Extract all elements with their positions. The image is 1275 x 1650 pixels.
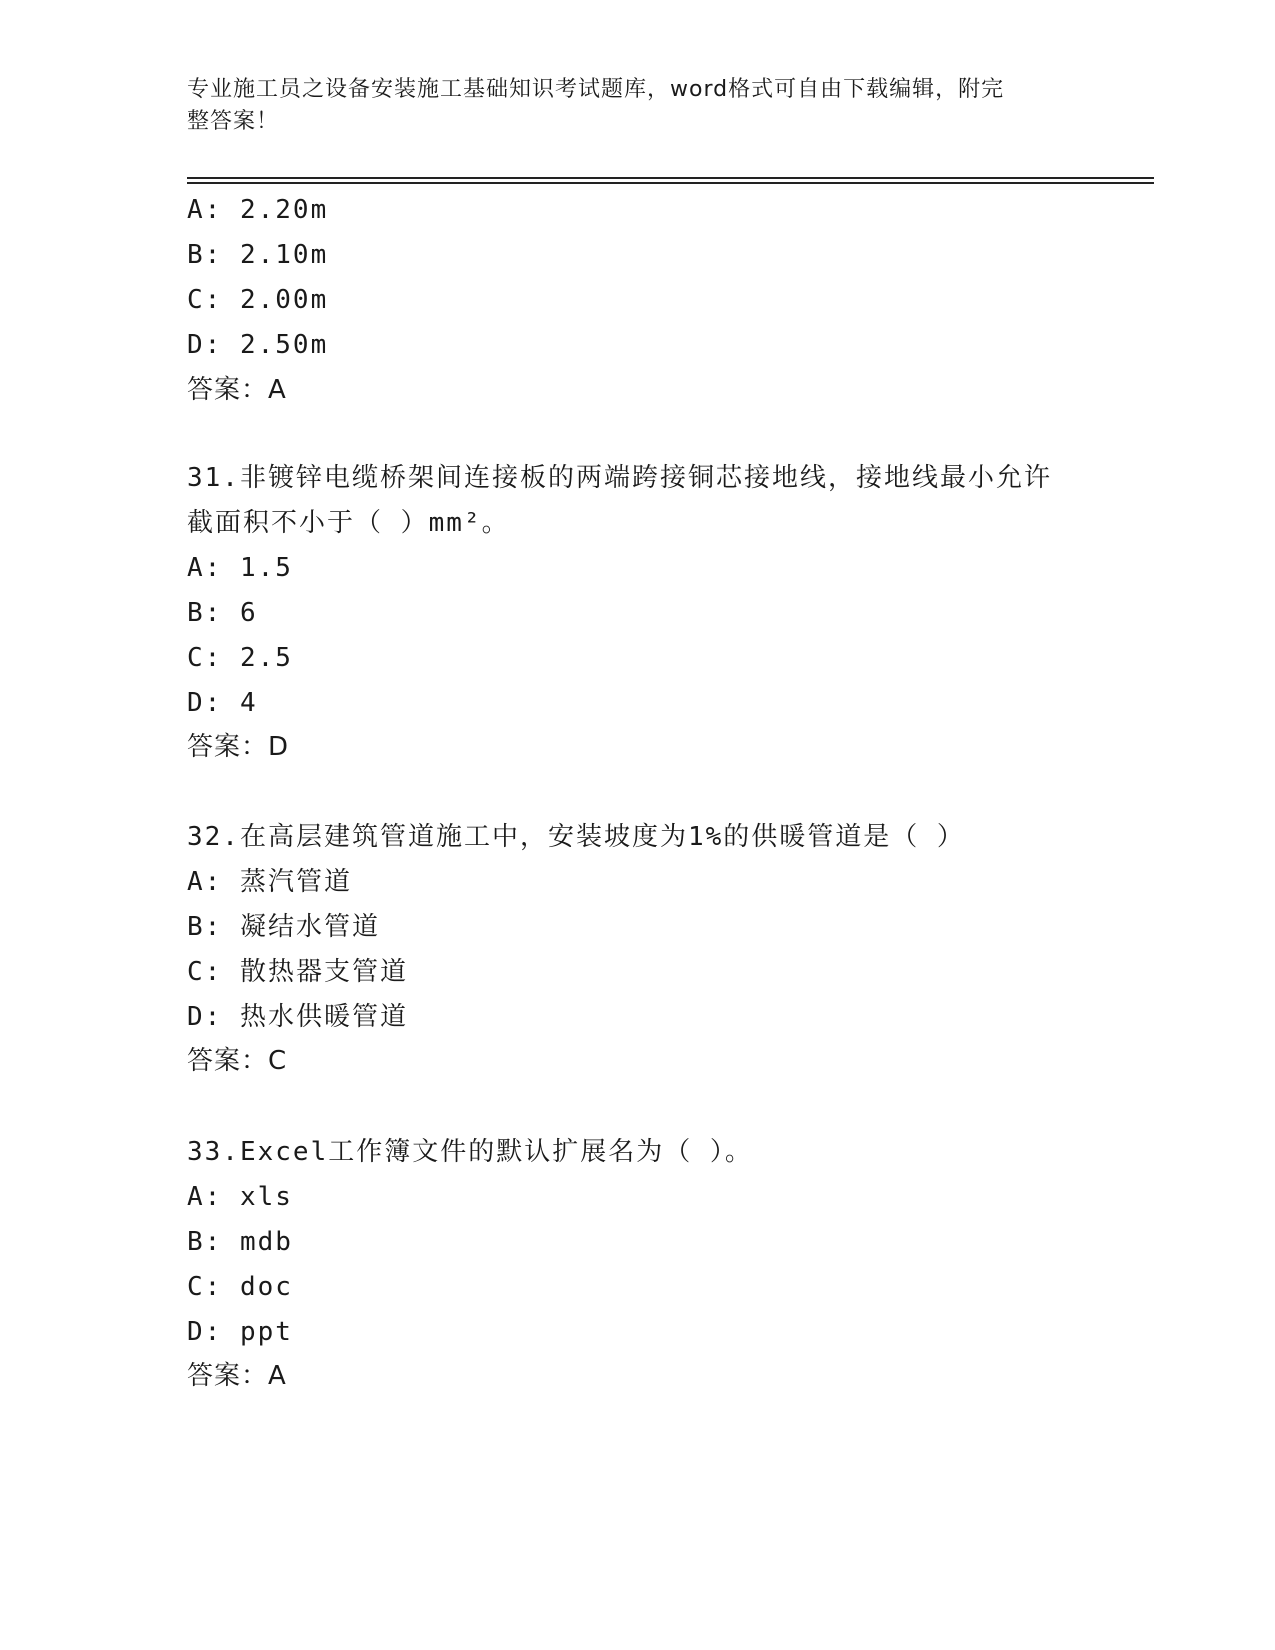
option-a: A: 2.20m: [187, 195, 329, 225]
header-title-line-2: 整答案！: [187, 109, 280, 134]
question-stem-line-1: 31.非镀锌电缆桥架间连接板的两端跨接铜芯接地线，接地线最小允许: [187, 463, 1052, 493]
answer-label: 答案：C: [187, 1046, 288, 1076]
option-c: C: 2.00m: [187, 285, 329, 315]
option-c: C: doc: [187, 1272, 293, 1302]
answer-label: 答案：D: [187, 732, 290, 762]
option-a: A: xls: [187, 1182, 293, 1212]
option-d: D: 热水供暖管道: [187, 1002, 408, 1032]
option-a: A: 1.5: [187, 553, 293, 583]
option-d: D: 2.50m: [187, 330, 329, 360]
option-d: D: ppt: [187, 1317, 293, 1347]
option-a: A: 蒸汽管道: [187, 867, 352, 897]
option-c: C: 散热器支管道: [187, 957, 408, 987]
option-b: B: 6: [187, 598, 258, 628]
question-stem-line-1: 32.在高层建筑管道施工中，安装坡度为1%的供暖管道是（ ）: [187, 822, 965, 852]
header-divider-bottom: [187, 182, 1154, 184]
option-b: B: 2.10m: [187, 240, 329, 270]
question-stem-line-1: 33.Excel工作簿文件的默认扩展名为（ ）。: [187, 1137, 753, 1167]
option-c: C: 2.5: [187, 643, 293, 673]
option-d: D: 4: [187, 688, 258, 718]
question-stem-line-2: 截面积不小于（ ）mm²。: [187, 508, 510, 538]
header-divider-top: [187, 177, 1154, 179]
document-header: [187, 74, 1067, 138]
answer-label: 答案：A: [187, 375, 287, 405]
header-title-line-1: 专业施工员之设备安装施工基础知识考试题库，word格式可自由下载编辑，附完: [187, 77, 1005, 102]
option-b: B: 凝结水管道: [187, 912, 380, 942]
answer-label: 答案：A: [187, 1361, 287, 1391]
option-b: B: mdb: [187, 1227, 293, 1257]
